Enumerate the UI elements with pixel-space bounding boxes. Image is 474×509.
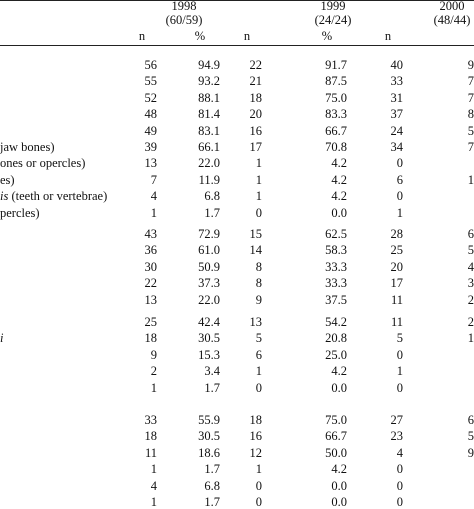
column-n-header: n <box>384 29 392 43</box>
cell-count: 18 <box>249 90 262 105</box>
cell-percent: 75.0 <box>325 90 347 105</box>
cell-percent: 6.8 <box>204 478 220 493</box>
cell-count: 0 <box>396 495 403 509</box>
cell-percent: 50.9 <box>198 259 220 274</box>
cell-count: 56 <box>144 58 157 72</box>
cell-count: 33 <box>390 74 403 89</box>
cell-percent: 66.7 <box>325 123 347 138</box>
cell-count: 25 <box>390 243 403 258</box>
cell-count: 2 <box>150 364 157 379</box>
cell-count: 0 <box>396 189 403 204</box>
cell-percent: 3.4 <box>204 364 220 379</box>
cell-count: 16 <box>249 123 262 138</box>
cell-percent: 4.2 <box>331 172 347 187</box>
cell-count: 1 <box>396 205 403 220</box>
cell-percent: 1 <box>467 331 474 346</box>
cell-count: 48 <box>144 107 157 122</box>
column-n-header: n <box>138 29 146 43</box>
cell-count: 6 <box>396 172 403 187</box>
cell-percent: 18.6 <box>198 445 220 460</box>
cell-count: 30 <box>144 259 157 274</box>
cell-count: 1 <box>150 462 157 477</box>
cell-count: 1 <box>255 364 262 379</box>
cell-percent: 93.2 <box>198 74 220 89</box>
cell-percent: 7 <box>467 140 474 154</box>
cell-count: 17 <box>249 140 262 154</box>
cell-count: 22 <box>144 276 157 291</box>
cell-count: 0 <box>396 380 403 395</box>
cell-count: 1 <box>255 156 262 171</box>
cell-count: 1 <box>150 205 157 220</box>
cell-count: 1 <box>150 495 157 509</box>
row-label-text: percles) <box>0 205 40 220</box>
cell-count: 18 <box>249 413 262 427</box>
cell-percent: 33.3 <box>325 276 347 291</box>
cell-percent: 1.7 <box>204 495 220 509</box>
cell-count: 0 <box>255 478 262 493</box>
cell-count: 5 <box>255 331 262 346</box>
row-label-suffix: (teeth or vertebrae) <box>8 189 108 204</box>
cell-percent: 72.9 <box>198 227 220 241</box>
cell-percent: 4.2 <box>331 189 347 204</box>
cell-count: 1 <box>255 189 262 204</box>
cell-count: 13 <box>249 315 262 329</box>
cell-percent: 42.4 <box>198 315 220 329</box>
cell-percent: 83.1 <box>198 123 220 138</box>
cell-count: 34 <box>390 140 403 154</box>
cell-count: 18 <box>144 429 157 444</box>
cell-count: 4 <box>150 189 157 204</box>
cell-percent: 61.0 <box>198 243 220 258</box>
row-label-text: ones or opercles) <box>0 156 86 171</box>
column-n-header: n <box>243 29 251 43</box>
cell-percent: 62.5 <box>325 227 347 241</box>
cell-count: 1 <box>255 462 262 477</box>
cell-percent: 33.3 <box>325 259 347 274</box>
cell-count: 27 <box>390 413 403 427</box>
row-label <box>0 140 55 154</box>
cell-percent: 50.0 <box>325 445 347 460</box>
cell-percent: 9 <box>467 58 474 72</box>
column-pct-header: % <box>194 29 206 43</box>
cell-count: 0 <box>396 462 403 477</box>
cell-count: 25 <box>144 315 157 329</box>
cell-percent: 1.7 <box>204 205 220 220</box>
cell-count: 5 <box>396 331 403 346</box>
cell-count: 11 <box>144 445 157 460</box>
cell-count: 4 <box>396 445 403 460</box>
cell-count: 16 <box>249 429 262 444</box>
cell-count: 11 <box>390 315 403 329</box>
row-label-text: jaw bones) <box>0 140 55 154</box>
cell-percent: 1.7 <box>204 380 220 395</box>
cell-count: 24 <box>390 123 403 138</box>
cell-count: 9 <box>150 347 157 362</box>
cell-count: 39 <box>144 140 157 154</box>
cell-percent: 3 <box>467 276 474 291</box>
cell-count: 6 <box>255 347 262 362</box>
cell-percent: 30.5 <box>198 429 220 444</box>
cell-percent: 94.9 <box>198 58 220 72</box>
row-label <box>0 331 3 345</box>
cell-percent: 37.5 <box>325 292 347 307</box>
cell-count: 8 <box>255 276 262 291</box>
cell-count: 13 <box>144 292 157 307</box>
cell-percent: 5 <box>467 123 474 138</box>
cell-percent: 11.9 <box>198 172 220 187</box>
cell-count: 52 <box>144 90 157 105</box>
cell-percent: 22.0 <box>198 292 220 307</box>
cell-count: 43 <box>144 227 157 241</box>
cell-percent: 66.7 <box>325 429 347 444</box>
cell-percent: 20.8 <box>325 331 347 346</box>
cell-percent: 4 <box>467 259 474 274</box>
cell-count: 13 <box>144 156 157 171</box>
cell-percent: 30.5 <box>198 331 220 346</box>
cell-count: 0 <box>396 347 403 362</box>
row-label-italic: is <box>0 189 9 204</box>
cell-count: 12 <box>249 445 262 460</box>
column-year: 1998 <box>171 0 197 13</box>
cell-percent: 8 <box>467 107 474 122</box>
cell-percent: 2 <box>467 292 474 307</box>
cell-percent: 7 <box>467 74 474 89</box>
cell-count: 21 <box>249 74 262 89</box>
cell-percent: 0.0 <box>331 205 347 220</box>
row-label <box>0 206 40 220</box>
column-sample-size: (60/59) <box>165 13 203 27</box>
cell-count: 22 <box>249 58 262 72</box>
cell-percent: 15.3 <box>198 347 220 362</box>
cell-count: 11 <box>390 292 403 307</box>
cell-count: 23 <box>390 429 403 444</box>
cell-count: 0 <box>396 478 403 493</box>
cell-percent: 25.0 <box>325 347 347 362</box>
cell-percent: 22.0 <box>198 156 220 171</box>
cell-count: 1 <box>396 364 403 379</box>
cell-percent: 9 <box>467 445 474 460</box>
cell-count: 7 <box>150 172 157 187</box>
cell-count: 18 <box>144 331 157 346</box>
cell-percent: 6.8 <box>204 189 220 204</box>
cell-count: 0 <box>255 380 262 395</box>
cell-count: 49 <box>144 123 157 138</box>
cell-percent: 70.8 <box>325 140 347 154</box>
row-label <box>0 173 15 187</box>
cell-percent: 6 <box>467 413 474 427</box>
cell-percent: 58.3 <box>325 243 347 258</box>
cell-percent: 4.2 <box>331 156 347 171</box>
cell-percent: 66.1 <box>198 140 220 154</box>
header-rule <box>0 45 474 46</box>
cell-count: 20 <box>249 107 262 122</box>
cell-count: 40 <box>390 58 403 72</box>
cell-percent: 2 <box>467 315 474 329</box>
cell-percent: 0.0 <box>331 495 347 509</box>
cell-percent: 83.3 <box>325 107 347 122</box>
cell-count: 14 <box>249 243 262 258</box>
cell-count: 0 <box>396 156 403 171</box>
cell-percent: 87.5 <box>325 74 347 89</box>
cell-percent: 55.9 <box>198 413 220 427</box>
cell-count: 0 <box>255 205 262 220</box>
column-year: 2000 <box>439 0 465 13</box>
cell-count: 20 <box>390 259 403 274</box>
cell-count: 17 <box>390 276 403 291</box>
column-sample-size: (48/44) <box>433 13 471 27</box>
cell-count: 0 <box>255 495 262 509</box>
cell-percent: 4.2 <box>331 364 347 379</box>
row-label-italic: i <box>0 331 4 346</box>
cell-percent: 0.0 <box>331 478 347 493</box>
cell-count: 28 <box>390 227 403 241</box>
column-pct-header: % <box>321 29 333 43</box>
cell-percent: 1 <box>467 172 474 187</box>
cell-percent: 91.7 <box>325 58 347 72</box>
column-year: 1999 <box>320 0 346 13</box>
cell-percent: 88.1 <box>198 90 220 105</box>
top-rule <box>0 0 474 1</box>
cell-percent: 6 <box>467 227 474 241</box>
column-sample-size: (24/24) <box>314 13 352 27</box>
cell-count: 8 <box>255 259 262 274</box>
cell-percent: 7 <box>467 90 474 105</box>
cell-count: 4 <box>150 478 157 493</box>
cell-count: 1 <box>150 380 157 395</box>
cell-count: 15 <box>249 227 262 241</box>
cell-count: 33 <box>144 413 157 427</box>
row-label <box>0 156 85 170</box>
cell-count: 9 <box>255 292 262 307</box>
cell-percent: 37.3 <box>198 276 220 291</box>
cell-percent: 5 <box>467 243 474 258</box>
row-label-text: es) <box>0 172 15 187</box>
cell-percent: 54.2 <box>325 315 347 329</box>
cell-count: 1 <box>255 172 262 187</box>
cell-percent: 5 <box>467 429 474 444</box>
cell-count: 55 <box>144 74 157 89</box>
cell-count: 37 <box>390 107 403 122</box>
cell-percent: 75.0 <box>325 413 347 427</box>
cell-count: 31 <box>390 90 403 105</box>
cell-percent: 1.7 <box>204 462 220 477</box>
cell-percent: 4.2 <box>331 462 347 477</box>
cell-count: 36 <box>144 243 157 258</box>
row-label <box>0 189 107 203</box>
cell-percent: 0.0 <box>331 380 347 395</box>
cell-percent: 81.4 <box>198 107 220 122</box>
